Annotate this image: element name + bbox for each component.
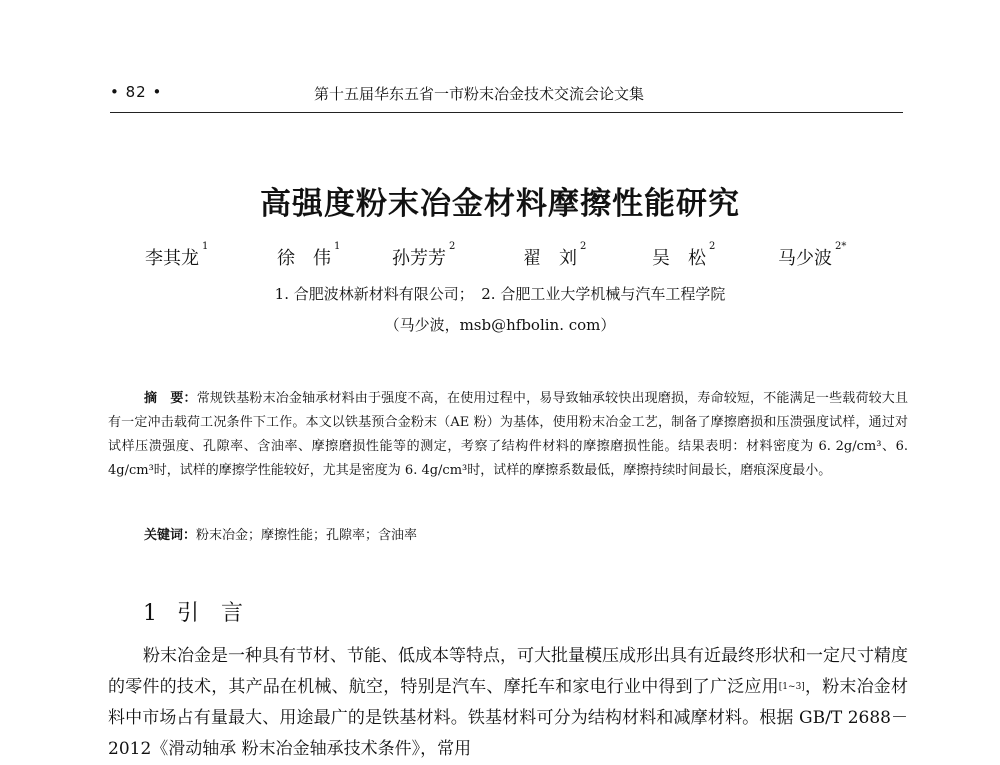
abstract-text: 常规铁基粉末冶金轴承材料由于强度不高，在使用过程中，易导致轴承较快出现磨损，寿命较短，不能满足一些载荷较大且有一定冲击载荷工况条件下工作。本文以铁基预合金粉末（AE 粉）为基体，使用粉末冶金工艺，制备了摩擦磨损和压溃强度试样，通过对试样压溃强度、孔隙率、含油率、摩擦磨损性能等的测定，考察了结构件材料的摩擦磨损性能。结果表明：材料密度为 6. 2g/cm³、6. 4g/cm³时，试样的摩擦学性能较好，尤其是密度为 6. 4g/cm³时，试样的摩擦系数最低，摩擦持续时间最长，磨痕深度最小。: [108, 391, 908, 478]
author-list: [0, 241, 1000, 270]
abstract-label: 摘 要：: [144, 391, 197, 406]
paper-title: 高强度粉末冶金材料摩擦性能研究: [260, 186, 740, 222]
author: 李其龙$^1$: [145, 241, 209, 269]
section-title: 引 言: [177, 601, 244, 626]
header-rule: [110, 112, 903, 113]
page-number: • 82 •: [110, 83, 163, 101]
section-heading: [143, 596, 263, 627]
affiliations: 1. 合肥波林新材料有限公司； 2. 合肥工业大学机械与汽车工程学院: [274, 285, 726, 303]
author: 马少波$^{2*}$: [778, 241, 847, 269]
author: 徐 伟$^1$: [277, 241, 341, 269]
keywords-label: 关键词：: [144, 528, 197, 543]
citation: [1~3]: [778, 682, 805, 692]
page-header: [110, 83, 900, 113]
intro-paragraph: 粉末冶金是一种具有节材、节能、低成本等特点，可大批量模压成形出具有近最终形状和一定尺寸精度的零件的技术，其产品在机械、航空，特别是汽车、摩托车和家电行业中得到了广泛应用[1~3]，粉末冶金材料中市场占有量最大、用途最广的是铁基材料。铁基材料可分为结构材料和减摩材料。根据 GB/T 2688－2012《滑动轴承 粉末冶金轴承技术条件》，常用: [108, 646, 909, 759]
contact-email: （马少波，msb@hfbolin. com）: [384, 316, 616, 334]
keywords-text: 粉末冶金；摩擦性能；孔隙率；含油率: [196, 528, 418, 543]
running-title: 第十五届华东五省一市粉末冶金技术交流会论文集: [314, 85, 645, 103]
abstract: [108, 387, 908, 483]
section-number: 1: [143, 601, 157, 626]
author: 翟 刘$^2$: [523, 241, 587, 269]
keywords: [144, 524, 417, 543]
author: 孙芳芳$^2$: [392, 241, 456, 269]
author: 吴 松$^2$: [652, 241, 716, 269]
